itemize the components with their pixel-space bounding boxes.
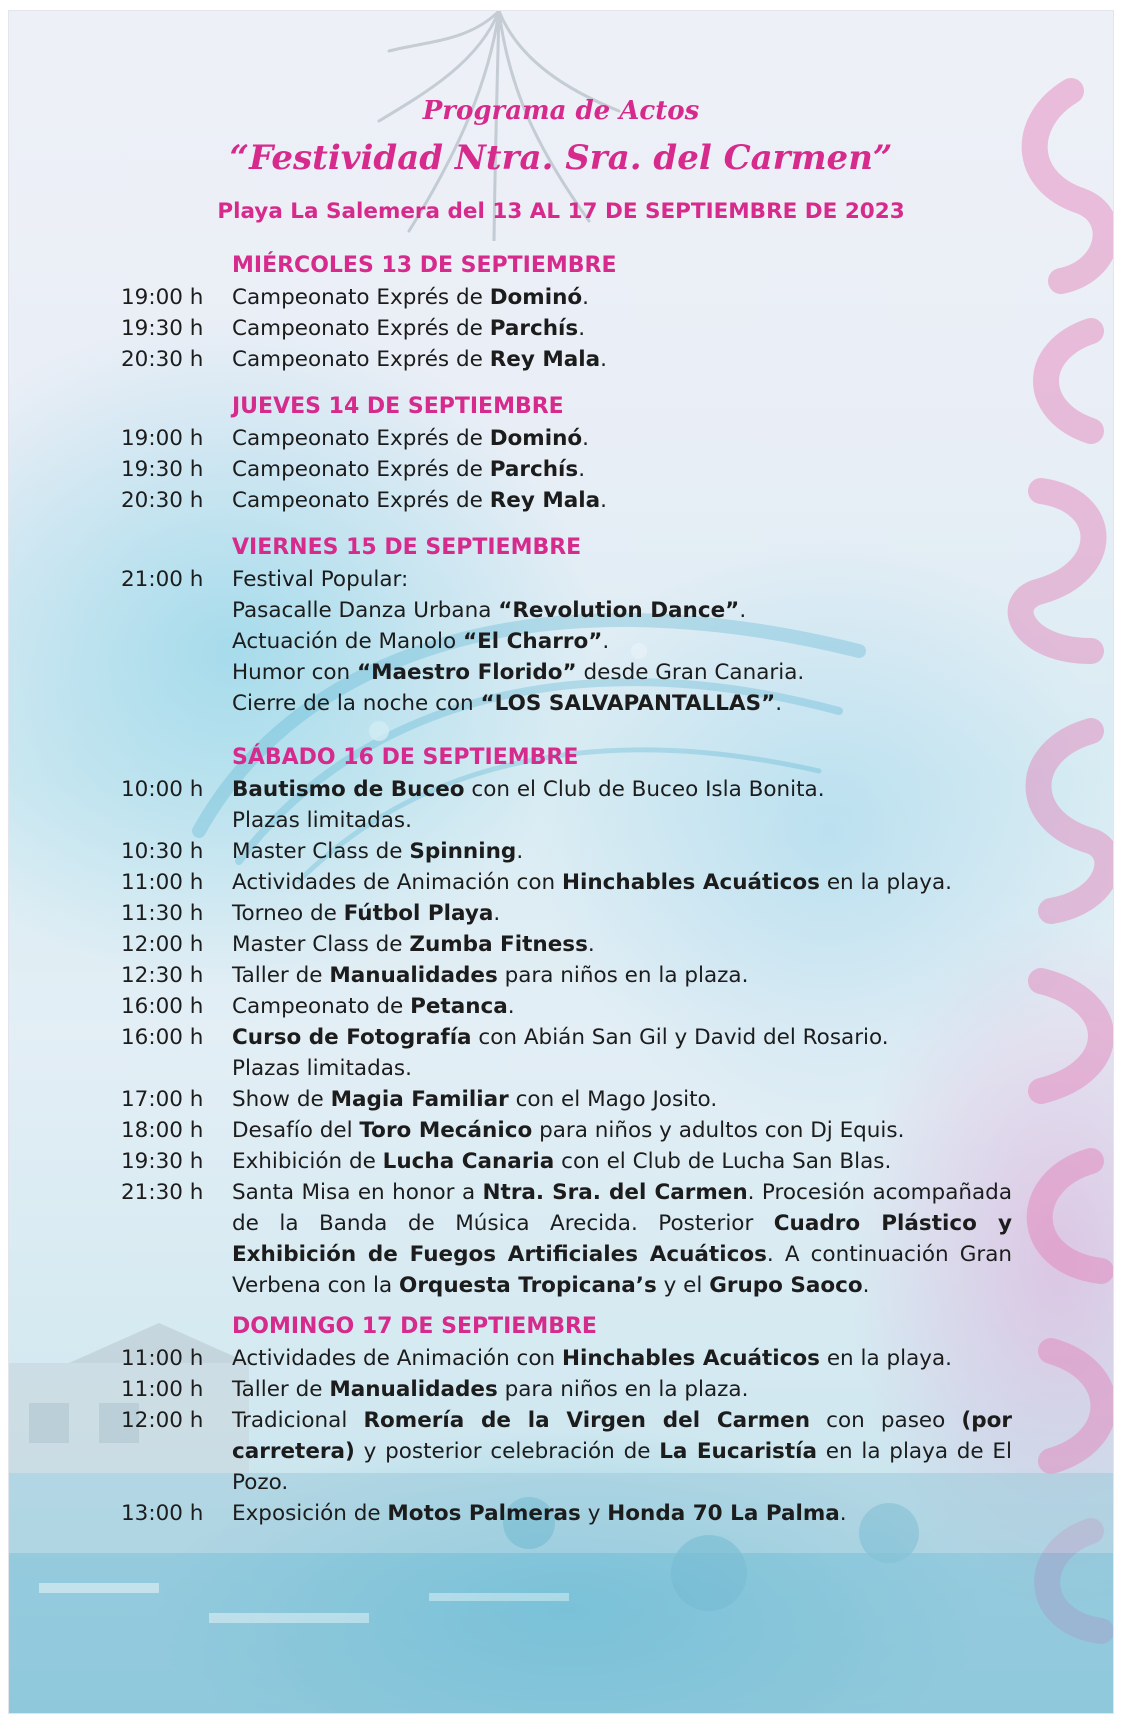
event-text: con el Mago Josito. <box>508 1087 718 1112</box>
event-description <box>232 423 1012 454</box>
highlight-text: Motos Palmeras <box>387 1501 581 1526</box>
event-description <box>232 1405 1012 1498</box>
highlight-text: Hinchables Acuáticos <box>561 870 820 895</box>
event-description <box>232 1177 1012 1301</box>
event-text: Taller de <box>232 963 330 988</box>
event-time: 11:00 h <box>121 870 204 895</box>
event-time: 21:00 h <box>121 567 204 592</box>
event-row <box>9 1022 1113 1084</box>
event-line <box>232 595 1012 626</box>
event-line <box>232 898 1012 929</box>
event-line <box>232 1343 1012 1374</box>
highlight-text: Manualidades <box>329 963 498 988</box>
event-line <box>232 991 1012 1022</box>
event-row <box>9 564 1113 719</box>
highlight-text: Rey Mala <box>489 488 601 513</box>
highlight-text: Grupo Saoco <box>709 1273 863 1298</box>
event-description <box>232 313 1012 344</box>
event-time: 12:00 h <box>121 1408 204 1433</box>
highlight-text: Ntra. Sra. del Carmen <box>482 1180 748 1205</box>
event-text: para niños y adultos con Dj Equis. <box>532 1118 905 1143</box>
event-description <box>232 282 1012 313</box>
highlight-text: Cuadro Plástico y Exhibición de Fuegos Artificiales Acuáticos <box>232 1211 1012 1267</box>
event-row <box>9 991 1113 1022</box>
event-row <box>9 929 1113 960</box>
event-row <box>9 774 1113 836</box>
event-text: con el Club de Buceo Isla Bonita. <box>464 777 825 802</box>
event-text: Exhibición de <box>232 1149 383 1174</box>
event-description <box>232 991 1012 1022</box>
highlight-text: Curso de Fotografía <box>232 1025 472 1050</box>
event-time: 12:30 h <box>121 963 204 988</box>
event-text: . <box>600 488 607 513</box>
event-row <box>9 1374 1113 1405</box>
highlight-text: Bautismo de Buceo <box>232 777 465 802</box>
event-text: Tradicional <box>232 1408 364 1433</box>
event-line <box>232 313 1012 344</box>
event-text: y el <box>656 1273 710 1298</box>
event-row <box>9 1498 1113 1529</box>
event-text: . <box>582 285 589 310</box>
event-line <box>232 454 1012 485</box>
highlight-text: Toro Mecánico <box>359 1118 533 1143</box>
event-description <box>232 1115 1012 1146</box>
event-list <box>9 564 1113 719</box>
event-list <box>9 423 1113 516</box>
event-row <box>9 313 1113 344</box>
event-line <box>232 1022 1012 1053</box>
event-description <box>232 454 1012 485</box>
event-line <box>232 960 1012 991</box>
event-text: Master Class de <box>232 839 410 864</box>
event-time: 10:30 h <box>121 839 204 864</box>
event-text: . Procesión acompañada de la Banda de Música Arecida. Posterior <box>232 1180 1012 1236</box>
event-text: Campeonato Exprés de <box>232 347 490 372</box>
event-line <box>232 564 1012 595</box>
event-text: con paseo <box>810 1408 962 1433</box>
event-text: Pasacalle Danza Urbana <box>232 598 499 623</box>
event-time: 11:00 h <box>121 1346 204 1371</box>
highlight-text: “LOS SALVAPANTALLAS” <box>480 691 776 716</box>
highlight-text: “Revolution Dance” <box>498 598 740 623</box>
event-text: Plazas limitadas. <box>232 808 412 833</box>
event-line <box>232 1084 1012 1115</box>
highlight-text: Lucha Canaria <box>382 1149 555 1174</box>
highlight-text: La Eucaristía <box>659 1439 818 1464</box>
event-subtitle: Playa La Salemera del 13 AL 17 DE SEPTIEMBRE DE 2023 <box>217 199 905 224</box>
event-text: y posterior celebración de <box>354 1439 660 1464</box>
event-time: 10:00 h <box>121 777 204 802</box>
event-line <box>232 1115 1012 1146</box>
event-row <box>9 454 1113 485</box>
event-line <box>232 657 1012 688</box>
pre-title: Programa de Actos <box>422 96 700 126</box>
event-row <box>9 1084 1113 1115</box>
event-description <box>232 1498 1012 1529</box>
event-text: . <box>507 994 515 1019</box>
event-text: Master Class de <box>232 932 410 957</box>
highlight-text: Orquesta Tropicana’s <box>399 1273 657 1298</box>
event-text: desde Gran Canaria. <box>576 660 805 685</box>
event-text: Humor con <box>232 660 358 685</box>
event-line <box>232 423 1012 454</box>
event-description <box>232 898 1012 929</box>
event-row <box>9 1115 1113 1146</box>
day-title: JUEVES 14 DE SEPTIEMBRE <box>232 394 564 419</box>
event-description <box>232 867 1012 898</box>
event-line <box>232 626 1012 657</box>
event-row <box>9 836 1113 867</box>
event-text: . <box>587 932 595 957</box>
event-time: 21:30 h <box>121 1180 204 1205</box>
event-time: 19:30 h <box>121 1149 204 1174</box>
event-text: . <box>839 1501 847 1526</box>
event-line <box>232 836 1012 867</box>
event-list <box>9 774 1113 1301</box>
highlight-text: Honda 70 La Palma <box>607 1501 840 1526</box>
event-time: 16:00 h <box>121 994 204 1019</box>
event-time: 16:00 h <box>121 1025 204 1050</box>
event-line <box>232 485 1012 516</box>
event-text: Torneo de <box>232 901 344 926</box>
event-line <box>232 1498 1012 1529</box>
highlight-text: Manualidades <box>329 1377 498 1402</box>
event-description <box>232 564 1012 719</box>
event-text: con el Club de Lucha San Blas. <box>554 1149 892 1174</box>
event-row <box>9 1177 1113 1301</box>
event-description <box>232 960 1012 991</box>
event-time: 18:00 h <box>121 1118 204 1143</box>
poster-header <box>9 94 1113 232</box>
highlight-text: Fútbol Playa <box>343 901 494 926</box>
event-text: Desafío del <box>232 1118 360 1143</box>
event-text: . <box>739 598 747 623</box>
event-description <box>232 1084 1012 1115</box>
highlight-text: Zumba Fitness <box>409 932 588 957</box>
event-time: 19:00 h <box>121 426 204 451</box>
event-row <box>9 960 1113 991</box>
event-line <box>232 1405 1012 1498</box>
event-text: Show de <box>232 1087 331 1112</box>
highlight-text: Rey Mala <box>489 347 601 372</box>
event-line <box>232 282 1012 313</box>
event-line <box>232 1053 1012 1084</box>
page-title: “Festividad Ntra. Sra. del Carmen” <box>229 138 893 178</box>
event-text: . <box>602 629 610 654</box>
highlight-text: Romería de la Virgen del Carmen <box>363 1408 811 1433</box>
event-text: para niños en la plaza. <box>497 1377 749 1402</box>
day-title: VIERNES 15 DE SEPTIEMBRE <box>232 535 582 560</box>
event-row <box>9 485 1113 516</box>
event-text: Festival Popular: <box>232 567 409 592</box>
event-text: . <box>582 426 589 451</box>
event-text: Santa Misa en honor a <box>232 1180 483 1205</box>
event-text: Taller de <box>232 1377 330 1402</box>
day-title: DOMINGO 17 DE SEPTIEMBRE <box>232 1314 597 1339</box>
event-text: Cierre de la noche con <box>232 691 481 716</box>
event-line <box>232 867 1012 898</box>
event-text: Campeonato de <box>232 994 411 1019</box>
event-text: Campeonato Exprés de <box>232 316 490 341</box>
event-text: Campeonato Exprés de <box>232 426 490 451</box>
event-time: 13:00 h <box>121 1501 204 1526</box>
event-row <box>9 867 1113 898</box>
highlight-text: Dominó <box>489 285 583 310</box>
event-list <box>9 282 1113 375</box>
event-line <box>232 774 1012 805</box>
event-text: en la playa de El Pozo. <box>232 1439 1012 1495</box>
event-text: . <box>578 316 586 341</box>
event-time: 11:00 h <box>121 1377 204 1402</box>
event-text: . A continuación Gran Verbena con la <box>232 1242 1012 1298</box>
program-content <box>9 11 1113 1713</box>
event-time: 20:30 h <box>121 347 204 372</box>
event-line <box>232 929 1012 960</box>
event-description <box>232 1374 1012 1405</box>
event-text: . <box>578 457 586 482</box>
event-time: 19:30 h <box>121 457 204 482</box>
event-description <box>232 1146 1012 1177</box>
event-description <box>232 1022 1012 1084</box>
highlight-text: Magia Familiar <box>330 1087 509 1112</box>
event-text: Actividades de Animación con <box>232 1346 562 1371</box>
highlight-text: (por carretera) <box>232 1408 1013 1464</box>
event-time: 19:00 h <box>121 285 204 310</box>
event-line <box>232 688 1012 719</box>
event-time: 11:30 h <box>121 901 204 926</box>
highlight-text: Dominó <box>489 426 583 451</box>
event-time: 19:30 h <box>121 316 204 341</box>
event-text: con Abián San Gil y David del Rosario. <box>471 1025 889 1050</box>
event-row <box>9 344 1113 375</box>
event-text: Campeonato Exprés de <box>232 285 490 310</box>
event-time: 12:00 h <box>121 932 204 957</box>
event-text: Actuación de Manolo <box>232 629 463 654</box>
event-description <box>232 929 1012 960</box>
highlight-text: “Maestro Florido” <box>357 660 577 685</box>
event-row <box>9 1343 1113 1374</box>
event-text: en la playa. <box>819 1346 953 1371</box>
highlight-text: Parchís <box>489 457 579 482</box>
event-text: Exposición de <box>232 1501 388 1526</box>
event-text: para niños en la plaza. <box>497 963 749 988</box>
event-description <box>232 485 1012 516</box>
event-row <box>9 898 1113 929</box>
event-row <box>9 423 1113 454</box>
event-text: Plazas limitadas. <box>232 1056 412 1081</box>
event-line <box>232 1177 1012 1301</box>
event-text: . <box>516 839 524 864</box>
event-text: en la playa. <box>819 870 953 895</box>
event-time: 20:30 h <box>121 488 204 513</box>
event-text: y <box>580 1501 608 1526</box>
highlight-text: Spinning <box>409 839 517 864</box>
event-line <box>232 344 1012 375</box>
event-text: . <box>493 901 501 926</box>
event-line <box>232 1374 1012 1405</box>
event-line <box>232 1146 1012 1177</box>
event-text: Campeonato Exprés de <box>232 488 490 513</box>
event-line <box>232 805 1012 836</box>
highlight-text: Petanca <box>410 994 508 1019</box>
event-row <box>9 1405 1113 1498</box>
event-time: 17:00 h <box>121 1087 204 1112</box>
event-description <box>232 1343 1012 1374</box>
event-text: . <box>775 691 783 716</box>
highlight-text: “El Charro” <box>462 629 603 654</box>
event-text: . <box>862 1273 870 1298</box>
event-text: . <box>600 347 607 372</box>
event-description <box>232 836 1012 867</box>
event-description <box>232 774 1012 836</box>
event-text: Campeonato Exprés de <box>232 457 490 482</box>
highlight-text: Parchís <box>489 316 579 341</box>
event-text: Actividades de Animación con <box>232 870 562 895</box>
event-list <box>9 1343 1113 1529</box>
day-title: MIÉRCOLES 13 DE SEPTIEMBRE <box>232 253 617 278</box>
event-description <box>232 344 1012 375</box>
event-row <box>9 1146 1113 1177</box>
event-row <box>9 282 1113 313</box>
event-poster <box>8 10 1114 1714</box>
day-title: SÁBADO 16 DE SEPTIEMBRE <box>232 745 579 770</box>
highlight-text: Hinchables Acuáticos <box>561 1346 820 1371</box>
